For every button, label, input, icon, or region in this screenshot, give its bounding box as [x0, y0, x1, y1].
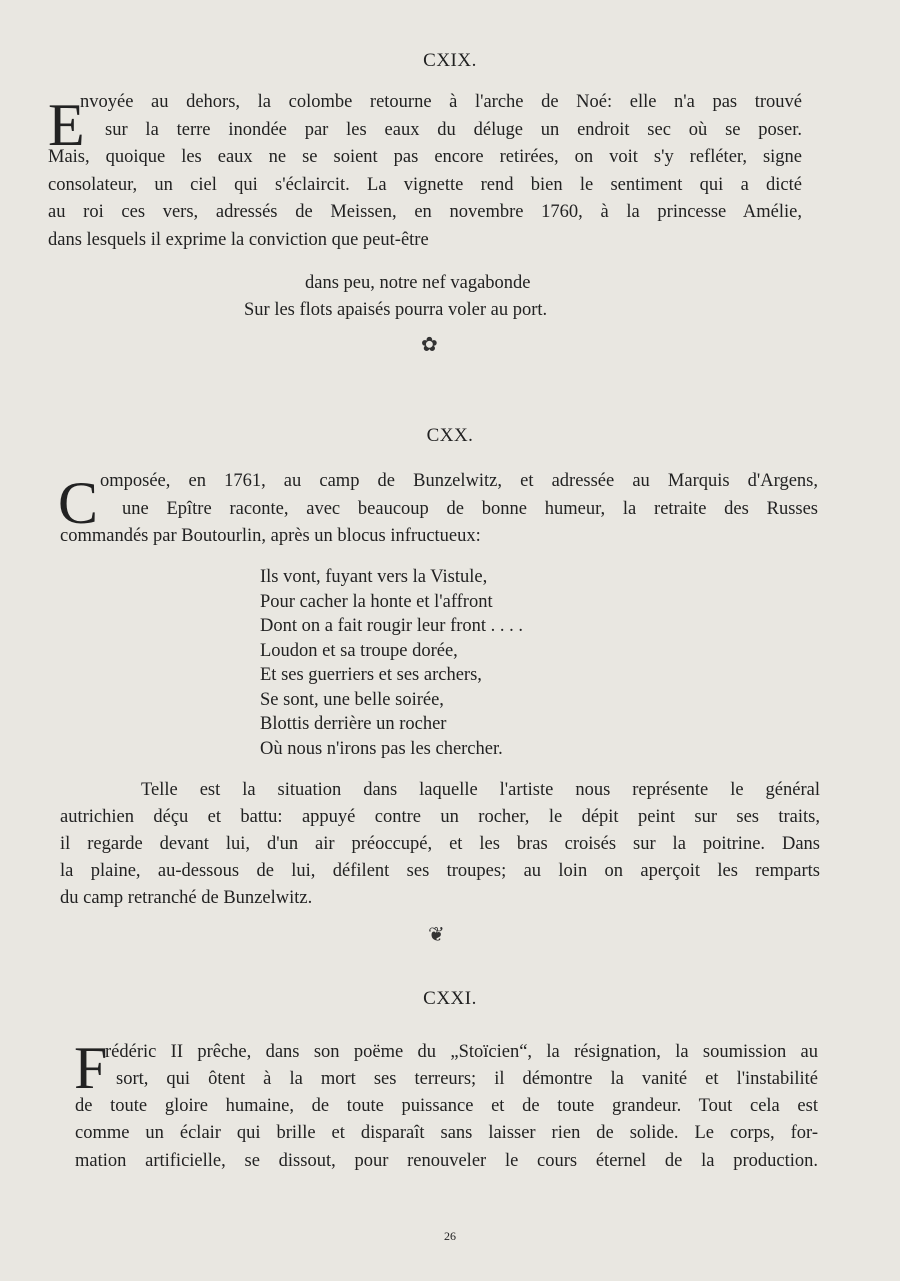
verse-line: Se sont, une belle soirée, — [260, 690, 444, 710]
paragraph-line: mation artificielle, se dissout, pour renouveler le cours éternel de la production. — [75, 1151, 818, 1171]
paragraph-line: la plaine, au-dessous de lui, défilent ses troupes; au loin on aperçoit les remparts — [60, 861, 820, 881]
paragraph-line: il regarde devant lui, d'un air préoccupé, et les bras croisés sur la poitrine. Dans — [60, 834, 820, 854]
leaf-ornament-icon: ❦ — [428, 924, 445, 946]
drop-cap: E — [48, 92, 85, 158]
paragraph-line: Mais, quoique les eaux ne se soient pas encore retirées, on voit s'y refléter, signe — [48, 147, 802, 167]
paragraph-line: Telle est la situation dans laquelle l'artiste nous représente le général — [141, 780, 820, 800]
paragraph-line: au roi ces vers, adressés de Meissen, en novembre 1760, à la princesse Amélie, — [48, 202, 802, 222]
floral-ornament-icon: ✿ — [421, 334, 438, 356]
page-number: 26 — [444, 1229, 456, 1243]
section-title-cxx: CXX. — [426, 425, 474, 446]
verse-line: Blottis derrière un rocher — [260, 714, 447, 734]
section-title-cxix: CXIX. — [423, 50, 477, 71]
paragraph-line: omposée, en 1761, au camp de Bunzelwitz, et adressée au Marquis d'Argens, — [100, 471, 818, 491]
paragraph-line: une Epître raconte, avec beaucoup de bonne humeur, la retraite des Russes — [122, 499, 818, 519]
paragraph-line: comme un éclair qui brille et disparaît sans laisser rien de solide. Le corps, for- — [75, 1123, 818, 1143]
drop-cap: F — [74, 1035, 108, 1101]
verse-line: dans peu, notre nef vagabonde — [305, 273, 531, 293]
verse-line: Pour cacher la honte et l'affront — [260, 592, 493, 612]
paragraph-line: de toute gloire humaine, de toute puissance et de toute grandeur. Tout cela est — [75, 1096, 818, 1116]
verse-line: Et ses guerriers et ses archers, — [260, 665, 482, 685]
verse-line: Ils vont, fuyant vers la Vistule, — [260, 567, 488, 587]
drop-cap: C — [58, 470, 99, 536]
paragraph-line: sort, qui ôtent à la mort ses terreurs; il démontre la vanité et l'instabilité — [116, 1069, 818, 1089]
paragraph-line: consolateur, un ciel qui s'éclaircit. La vignette rend bien le sentiment qui a dicté — [48, 175, 802, 195]
section-title-cxxi: CXXI. — [423, 988, 477, 1009]
verse-line: Loudon et sa troupe dorée, — [260, 641, 458, 661]
paragraph-line: autrichien déçu et battu: appuyé contre un rocher, le dépit peint sur ses traits, — [60, 807, 820, 827]
paragraph-line: sur la terre inondée par les eaux du déluge un endroit sec où se poser. — [105, 120, 802, 140]
paragraph-line: dans lesquels il exprime la conviction que peut-être — [48, 230, 429, 250]
verse-line: Sur les flots apaisés pourra voler au port. — [244, 300, 548, 320]
paragraph-line: nvoyée au dehors, la colombe retourne à l'arche de Noé: elle n'a pas trouvé — [80, 92, 802, 112]
paragraph-line: du camp retranché de Bunzelwitz. — [60, 888, 313, 908]
paragraph-line: rédéric II prêche, dans son poëme du „Stoïcien“, la résignation, la soumission au — [105, 1042, 818, 1062]
verse-line: Dont on a fait rougir leur front . . . . — [260, 616, 524, 636]
paragraph-line: commandés par Boutourlin, après un blocus infructueux: — [60, 526, 481, 546]
verse-line: Où nous n'irons pas les chercher. — [260, 739, 503, 759]
